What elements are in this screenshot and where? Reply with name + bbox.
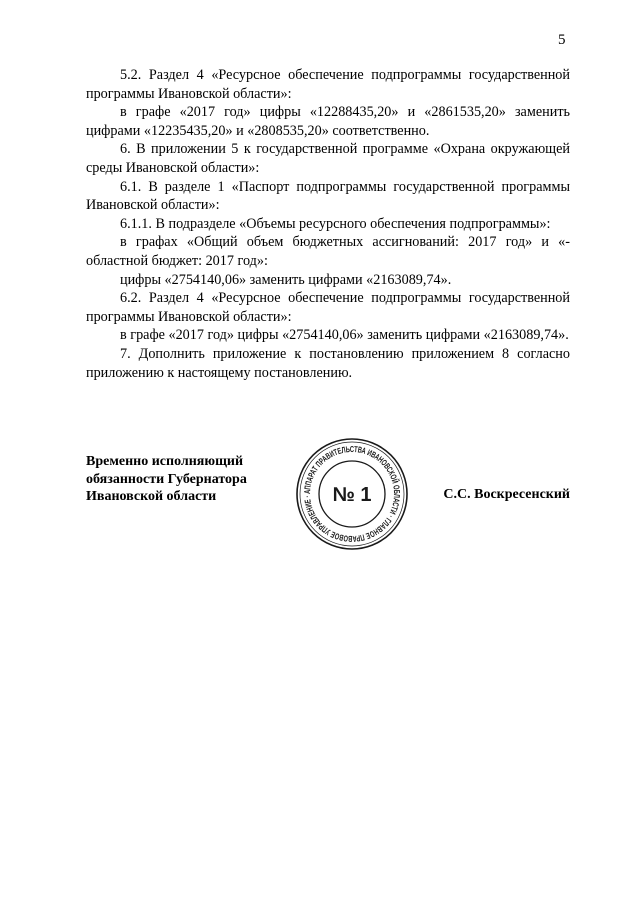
signer-name: С.С. Воскресенский [443,487,570,502]
paragraph-6-1-1-graphs: в графах «Общий объем бюджетных ассигнований: 2017 год» и «- областной бюджет: 2017 год»: [86,234,570,269]
page-number: 5 [558,32,566,48]
paragraph-7: 7. Дополнить приложение к постановлению приложением 8 согласно приложению к настоящему постановлению. [86,345,570,381]
paragraph-6-2: 6.2. Раздел 4 «Ресурсное обеспечение подпрограммы государственной программы Ивановской области»: [86,290,570,325]
paragraph-6-1: 6.1. В разделе 1 «Паспорт подпрограммы государственной программы Ивановской области»: [86,178,570,214]
stamp-center-text: № 1 [332,484,372,506]
paragraph-6: 6. В приложении 5 к государственной программе «Охрана окружающей среды Ивановской области»: [86,141,570,176]
signer-position-line: Ивановской области [86,489,217,504]
paragraph-5-2-detail: в графе «2017 год» цифры «12288435,20» и «2861535,20» заменить цифрами «12235435,20» и «2808535,20» соответственно. [86,104,570,139]
signature-block [0,436,640,545]
stamp-ring-textpath: АППАРАТ ПРАВИТЕЛЬСТВА ИВАНОВСКОЙ ОБЛАСТИ · ГЛАВНОЕ ПРАВОВОЕ УПРАВЛЕНИЕ · [301,443,403,545]
paragraph-6-1-1-figures: цифры «2754140,06» заменить цифрами «2163089,74». [120,271,452,288]
document-body [86,66,570,382]
signer-position [86,453,286,506]
paragraph-6-2-detail: в графе «2017 год» цифры «2754140,06» заменить цифрами «2163089,74». [120,327,569,344]
paragraph-6-1-1: 6.1.1. В подразделе «Объемы ресурсного обеспечения подпрограммы»: [120,215,551,232]
official-stamp-seal [294,436,410,552]
signer-position-line: Временно исполняющий [86,454,244,469]
paragraph-5-2: 5.2. Раздел 4 «Ресурсное обеспечение подпрограммы государственной программы Ивановской области»: [86,67,570,102]
signer-position-line: обязанности Губернатора [86,471,247,487]
